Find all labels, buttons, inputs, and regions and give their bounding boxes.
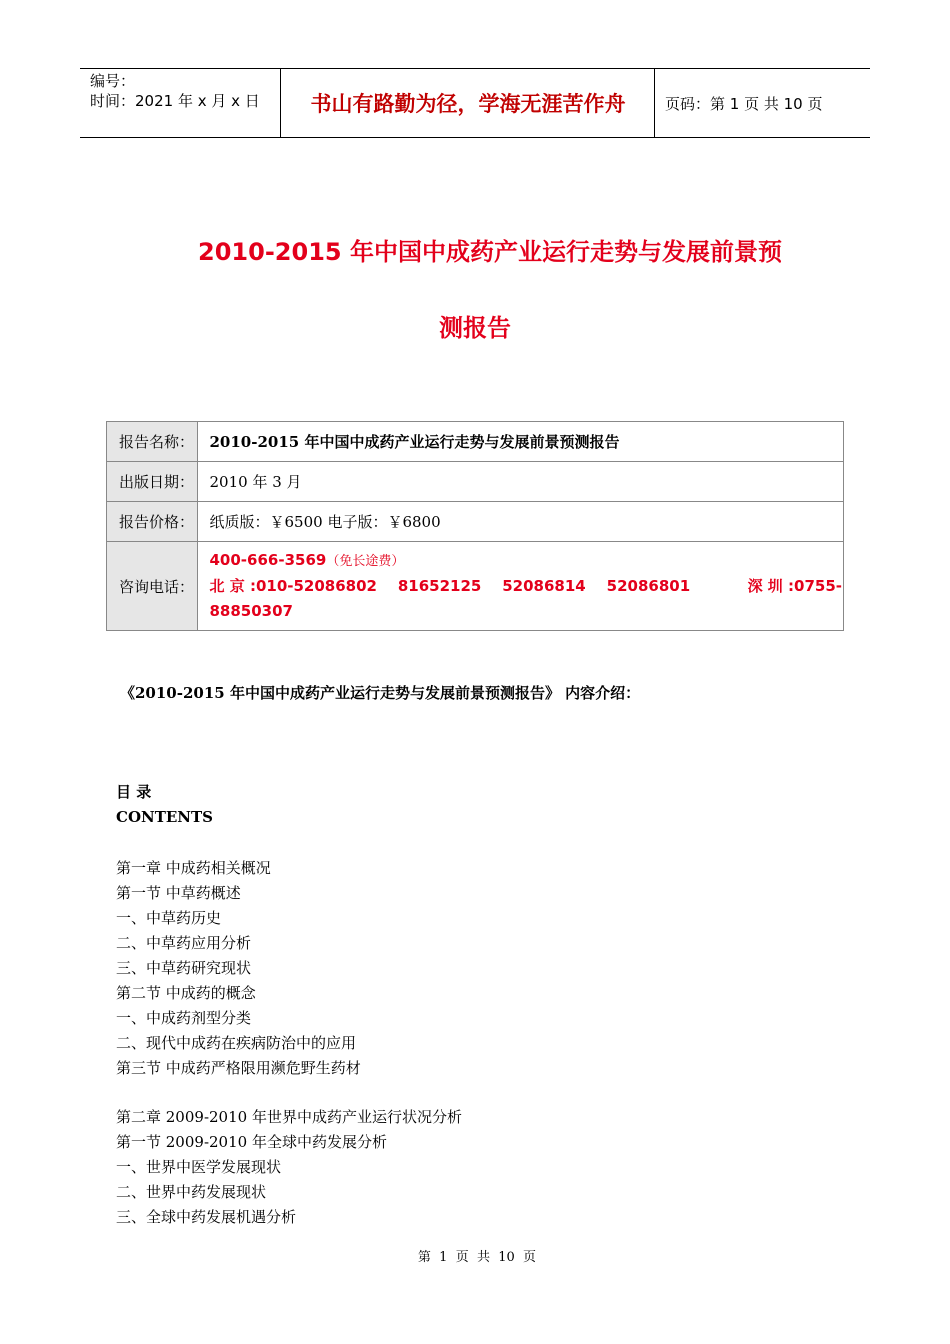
time-label: 时间：2021 年 x 月 x 日 — [90, 92, 260, 110]
table-of-contents — [116, 780, 462, 1230]
list-item: 一、中成药剂型分类 — [116, 1009, 252, 1027]
page-footer: 第 1 页 共 10 页 — [417, 1250, 537, 1265]
list-item: 二、世界中药发展现状 — [116, 1183, 267, 1201]
report-info-table — [106, 421, 844, 631]
table-row — [107, 502, 844, 542]
toc-chapter2 — [116, 1105, 462, 1230]
table-row — [107, 542, 844, 631]
table-row — [107, 422, 844, 462]
price-value: 纸质版：￥6500 电子版：￥6800 — [197, 502, 844, 542]
toc-heading-en: CONTENTS — [116, 808, 214, 826]
list-item: 三、中草药研究现状 — [116, 959, 252, 977]
report-title-line1: 2010-2015 年中国中成药产业运行走势与发展前景预 — [198, 238, 782, 266]
table-row — [107, 462, 844, 502]
publish-date-label: 出版日期： — [107, 462, 198, 502]
phone-label: 咨询电话： — [107, 542, 198, 631]
list-item: 第一节 2009-2010 年全球中药发展分析 — [116, 1133, 387, 1151]
hotline-note: （免长途费） — [326, 554, 405, 569]
list-item: 二、现代中成药在疾病防治中的应用 — [116, 1034, 357, 1052]
toc-chapter1 — [116, 856, 462, 1081]
list-item: 一、中草药历史 — [116, 909, 222, 927]
header-page-info: 页码：第 1 页 共 10 页 — [665, 94, 823, 113]
publish-date-value: 2010 年 3 月 — [197, 462, 844, 502]
list-item: 第二节 中成药的概念 — [116, 984, 256, 1002]
content-intro: 《2010-2015 年中国中成药产业运行走势与发展前景预测报告》 内容介绍： — [120, 684, 641, 702]
header-motto: 书山有路勤为径，学海无涯苦作舟 — [282, 69, 655, 137]
list-item: 三、全球中药发展机遇分析 — [116, 1208, 297, 1226]
phone-value — [197, 542, 844, 631]
list-item: 第一节 中草药概述 — [116, 884, 241, 902]
price-label: 报告价格： — [107, 502, 198, 542]
list-item: 二、中草药应用分析 — [116, 934, 252, 952]
hotline-number[interactable]: 400-666-3569 — [209, 551, 327, 569]
header-strip — [80, 68, 870, 138]
report-name-label: 报告名称： — [107, 422, 198, 462]
list-item: 第三节 中成药严格限用濒危野生药材 — [116, 1059, 361, 1077]
header-meta — [80, 69, 281, 137]
list-item: 一、世界中医学发展现状 — [116, 1158, 282, 1176]
toc-heading-cn: 目 录 — [116, 783, 152, 801]
report-name-value: 2010-2015 年中国中成药产业运行走势与发展前景预测报告 — [197, 422, 844, 462]
number-label: 编号： — [90, 72, 136, 90]
list-item: 第一章 中成药相关概况 — [116, 859, 271, 877]
list-item: 第二章 2009-2010 年世界中成药产业运行状况分析 — [116, 1108, 462, 1126]
phones-line1: 北 京 :010-52086802 81652125 52086814 52086801 深 圳 :0755- — [209, 577, 842, 595]
phones-line2: 88850307 — [209, 602, 293, 620]
report-title-line2: 测报告 — [439, 314, 511, 342]
